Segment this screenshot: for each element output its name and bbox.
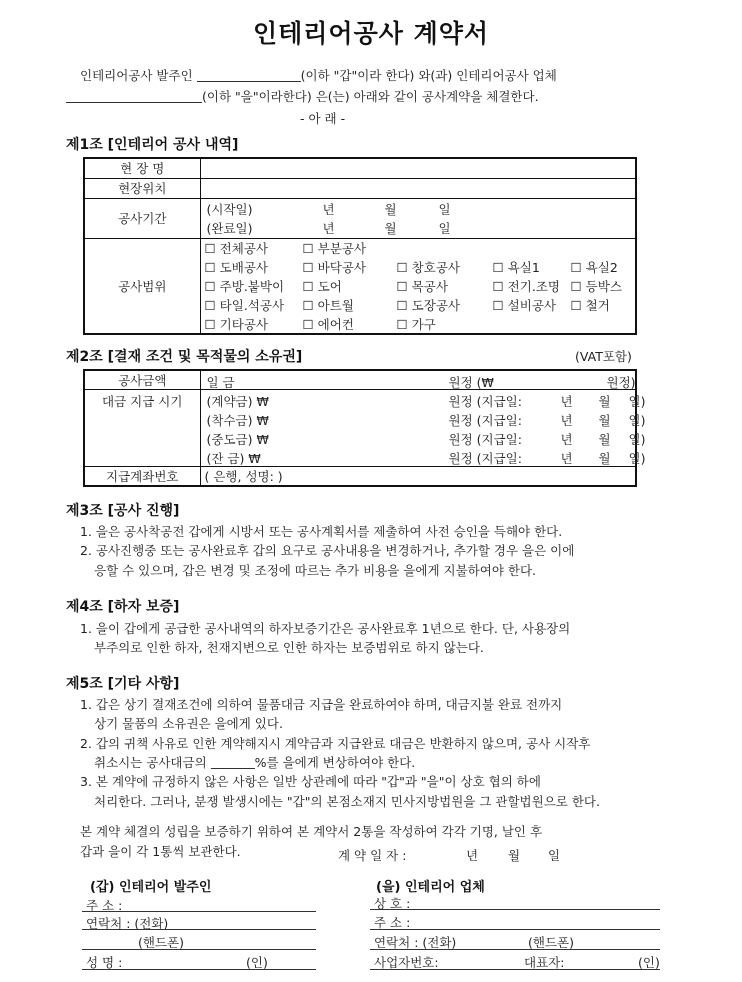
contractor-address-line[interactable] [370,929,660,930]
client-name-label: 성 명 : [86,955,123,970]
payment-table [83,369,646,487]
schedule-field [200,390,646,467]
checkbox-partial-work[interactable]: ☐ 부분공사 [302,240,366,256]
below-heading: - 아 래 - [300,111,346,126]
checkbox-door[interactable]: ☐ 도어 [302,278,342,294]
checkbox-tile-stone[interactable]: ☐ 타일.석공사 [204,297,285,313]
amount-field[interactable] [200,370,636,390]
deposit-day: 일) [628,393,646,409]
article-1-heading: 제1조 [인테리어 공사 내역] [66,137,239,153]
start-payment-month: 월 [598,412,611,428]
client-address-line[interactable] [82,911,316,912]
article-4-line-2: 부주의로 인한 하자, 천재지변으로 인한 하자는 보증범위로 하지 않는다. [94,640,484,655]
checkbox-plumbing[interactable]: ☐ 설비공사 [492,297,556,313]
intro-agreement-text: (이하 "을"이라한다) 은(는) 아래와 같이 공사계약을 체결한다. [202,89,539,104]
start-payment-date-label: 원정 (지급일: [448,412,522,428]
cancel-penalty-label: 취소시는 공사대금의 [94,755,207,770]
balance-payment-day: 일) [628,450,646,466]
amount-label: 공사금액 [84,370,200,390]
intro-contractor-label: (이하 "갑"이라 한다) 와(과) 인테리어공사 업체 [300,68,557,83]
closing-line-2: 갑과 을이 각 1통씩 보관한다. [80,844,241,859]
checkbox-electric[interactable]: ☐ 전기.조명 [492,278,560,294]
contractor-seal: (인) [638,955,660,970]
intro-line-2 [66,87,539,105]
article-5-heading: 제5조 [기타 사항] [66,676,180,692]
checkbox-windows[interactable]: ☐ 창호공사 [396,259,460,275]
checkbox-carpentry[interactable]: ☐ 목공사 [396,278,448,294]
balance-payment-date-label: 원정 (지급일: [448,450,522,466]
site-location-field[interactable] [200,178,636,198]
checkbox-full-work[interactable]: ☐ 전체공사 [204,240,268,256]
client-name-blank[interactable] [197,69,301,82]
checkbox-painting[interactable]: ☐ 도장공사 [396,297,460,313]
start-day-label: 일 [438,202,451,217]
deposit-year: 년 [560,393,573,409]
checkbox-furniture[interactable]: ☐ 가구 [396,316,436,332]
end-month-label: 월 [384,221,397,236]
contract-day: 일 [548,848,561,863]
article-5-line-4 [94,753,415,773]
vat-note: (VAT포함) [575,349,632,364]
interim-payment-year: 년 [560,431,573,447]
balance-payment-year: 년 [560,450,573,466]
amount-won-end: 원정) [606,374,636,390]
contractor-heading: (을) 인테리어 업체 [376,880,485,895]
period-field[interactable] [200,198,636,238]
client-mobile-line[interactable] [82,949,316,950]
contractor-name-blank[interactable] [66,90,202,103]
article-4-heading: 제4조 [하자 보증] [66,599,180,615]
intro-line-1 [80,66,557,84]
client-address-label: 주 소 : [86,898,123,913]
balance-payment-label: (잔 금) ₩ [206,450,261,466]
interim-payment-date-label: 원정 (지급일: [448,431,522,447]
checkbox-art-wall[interactable]: ☐ 아트월 [302,297,354,313]
client-contact-label: 연락처 : (전화) [86,916,169,931]
contractor-mobile-label: (핸드폰) [528,935,574,950]
checkbox-flooring[interactable]: ☐ 바닥공사 [302,259,366,275]
article-5-line-1: 1. 갑은 상기 결재조건에 의하여 물품대금 지급을 완료하여야 하며, 대금지불 완료 전까지 [80,697,563,712]
checkbox-light-box[interactable]: ☐ 등박스 [570,278,622,294]
start-month-label: 월 [384,202,397,217]
checkbox-bathroom-2[interactable]: ☐ 욕실2 [570,259,618,275]
checkbox-aircon[interactable]: ☐ 에어컨 [302,316,354,332]
contractor-contact-line[interactable] [370,949,660,950]
end-date-label: (완료일) [206,221,253,236]
schedule-label: 대금 지급 시기 [84,390,200,467]
contract-date-label: 계 약 일 자 : [338,848,407,863]
interim-payment-label: (중도금) ₩ [206,431,269,447]
contract-year: 년 [466,848,479,863]
scope-label: 공사범위 [84,238,200,334]
start-payment-label: (착수금) ₩ [206,412,269,428]
client-phone-line[interactable] [82,929,316,930]
interim-payment-day: 일) [628,431,646,447]
article-5-line-6: 처리한다. 그러나, 분쟁 발생시에는 "갑"의 본점소재지 민사지방법원을 그 관할법원으로 한다. [94,794,600,809]
article-3-line-2: 2. 공사진행중 또는 공사완료후 갑의 요구로 공사내용을 변경하거나, 추가할 경우 을은 이에 [80,543,575,558]
contractor-contact-label: 연락처 : (전화) [374,935,457,950]
period-label: 공사기간 [84,198,200,238]
site-name-field[interactable] [200,158,636,178]
article-3-heading: 제3조 [공사 진행] [66,503,180,519]
article-3-line-1: 1. 을은 공사착공전 갑에게 시방서 또는 공사계획서를 제출하여 사전 승인을 득해야 한다. [80,524,563,539]
checkbox-kitchen[interactable]: ☐ 주방.붙박이 [204,278,285,294]
client-heading: (갑) 인테리어 발주인 [90,880,212,895]
cancel-penalty-text: %를 을에게 변상하여야 한다. [254,755,416,770]
work-details-table [83,157,637,335]
deposit-month: 월 [598,393,611,409]
page-title: 인테리어공사 계약서 [252,19,490,48]
account-label: 지급계좌번호 [84,467,200,487]
client-name-line[interactable] [82,969,316,970]
balance-payment-month: 월 [598,450,611,466]
contract-month: 월 [508,848,521,863]
scope-field [200,238,636,334]
end-year-label: 년 [322,221,335,236]
start-year-label: 년 [322,202,335,217]
site-location-label: 현장위치 [84,178,200,198]
contractor-company-line[interactable] [370,909,660,910]
closing-line-1: 본 계약 체결의 성립을 보증하기 위하여 본 계약서 2통을 작성하여 각각 기명, 날인 후 [80,824,543,839]
amount-il-label: 일 금 [206,374,235,390]
article-4-line-1: 1. 을이 갑에게 공급한 공사내역의 하자보증기간은 공사완료후 1년으로 한다. 단, 사용장의 [80,621,571,636]
checkbox-wallpaper[interactable]: ☐ 도배공사 [204,259,268,275]
start-payment-year: 년 [560,412,573,428]
checkbox-demolition[interactable]: ☐ 철거 [570,297,610,313]
intro-client-label: 인테리어공사 발주인 [80,68,193,83]
deposit-label: (계약금) ₩ [206,393,269,409]
site-name-label: 현 장 명 [84,158,200,178]
end-day-label: 일 [438,221,451,236]
amount-won-label: 원정 (₩ [448,374,494,390]
article-5-line-3: 2. 갑의 귀책 사유로 인한 계약해지시 계약금과 지급완료 대금은 반환하지 않으며, 공사 시작후 [80,736,591,751]
start-date-label: (시작일) [206,202,253,217]
article-3-line-3: 응할 수 있으며, 갑은 변경 및 조정에 따르는 추가 비용을 을에게 지불하여야 한다. [94,563,537,578]
client-mobile-label: (핸드폰) [138,935,184,950]
contractor-rep-label: 대표자: [524,955,565,970]
checkbox-other[interactable]: ☐ 기타공사 [204,316,268,332]
checkbox-bathroom-1[interactable]: ☐ 욕실1 [492,259,540,275]
article-5-line-5: 3. 본 계약에 규정하지 않은 사항은 일반 상관례에 따라 "갑"과 "을"이 상호 협의 하에 [80,774,541,789]
contractor-bizno-line[interactable] [370,969,660,970]
cancel-penalty-blank[interactable] [211,756,255,769]
contractor-address-label: 주 소 : [374,915,411,930]
article-5-line-2: 상기 물품의 소유권은 을에게 있다. [94,716,283,731]
interim-payment-month: 월 [598,431,611,447]
start-payment-day: 일) [628,412,646,428]
contractor-bizno-label: 사업자번호: [374,955,439,970]
contractor-company-label: 상 호 : [374,896,411,911]
deposit-date-label: 원정 (지급일: [448,393,522,409]
client-seal: (인) [246,955,268,970]
article-2-heading: 제2조 [결재 조건 및 목적물의 소유권] [66,349,303,365]
account-field[interactable]: ( 은행, 성명: ) [200,467,636,487]
